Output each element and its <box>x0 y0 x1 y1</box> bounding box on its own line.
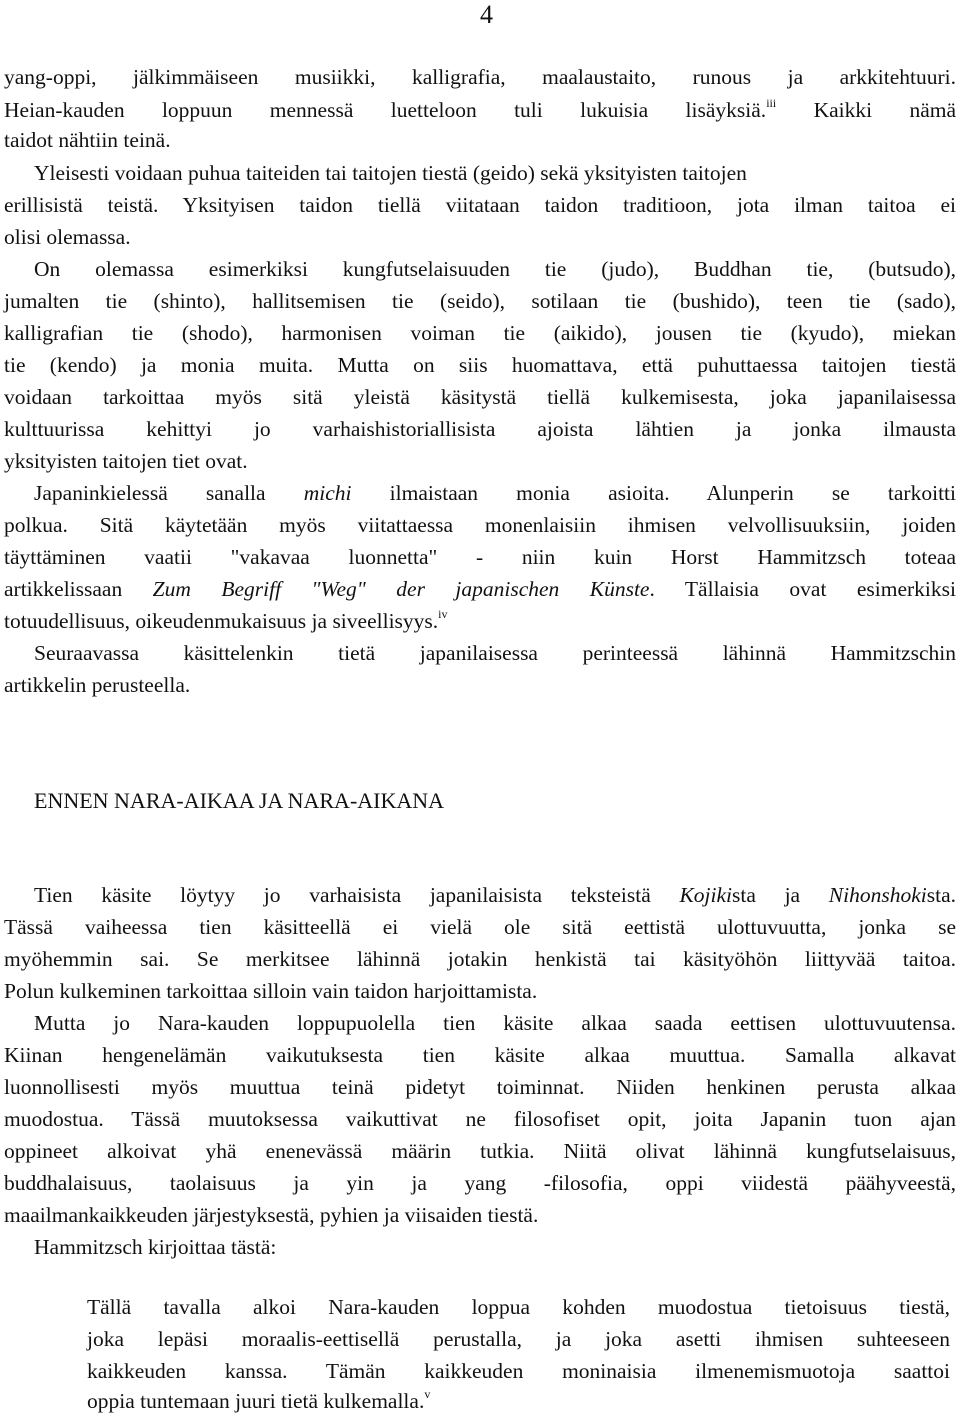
text-line: oppineet alkoivat yhä enenevässä määrin tutkia. Niitä olivat lähinnä kungfutselaisuus, <box>4 1139 956 1163</box>
text-span: oppia tuntemaan juuri tietä kulkemalla. <box>87 1389 425 1413</box>
italic-term: Nihonshoki <box>828 883 927 907</box>
quote-line: kaikkeuden kanssa. Tämän kaikkeuden moninaisia ilmenemismuotoja saattoi <box>87 1359 950 1383</box>
text-span: sta. <box>926 883 957 907</box>
page-number: 4 <box>480 0 493 29</box>
text-line: tie (kendo) ja monia muita. Mutta on siis huomattava, että puhuttaessa taitojen tiestä <box>4 353 956 377</box>
text-line: Polun kulkeminen tarkoittaa silloin vain taidon harjoittamista. <box>4 979 538 1003</box>
footnote-marker: iii <box>766 96 777 110</box>
text-line: jumalten tie (shinto), hallitsemisen tie (seido), sotilaan tie (bushido), teen tie (sado), <box>4 289 956 313</box>
text-line: täyttäminen vaatii "vakavaa luonnetta" - niin kuin Horst Hammitzsch toteaa <box>4 545 956 569</box>
text-line: kalligrafian tie (shodo), harmonisen voiman tie (aikido), jousen tie (kyudo), miekan <box>4 321 956 345</box>
footnote-marker: iv <box>438 607 448 621</box>
quote-line <box>87 1386 950 1416</box>
quote-line: joka lepäsi moraalis-eettisellä perustalla, ja joka asetti ihmisen suhteeseen <box>87 1327 950 1351</box>
text-line: voidaan tarkoittaa myös sitä yleistä käsitystä tiellä kulkemisesta, joka japanilaisessa <box>4 385 956 409</box>
text-line <box>4 574 956 604</box>
text-line: Seuraavassa käsittelenkin tietä japanilaisessa perinteessä lähinnä Hammitzschin <box>34 641 956 665</box>
text-line: yksityisten taitojen tiet ovat. <box>4 449 248 473</box>
italic-term: michi <box>303 481 352 505</box>
footnote-marker: v <box>424 1387 431 1401</box>
text-span: totuudellisuus, oikeudenmukaisuus ja siveellisyys. <box>4 609 439 633</box>
text-line: polkua. Sitä käytetään myös viitattaessa monenlaisiin ihmisen velvollisuuksiin, joiden <box>4 513 956 537</box>
text-line: taidot nähtiin teinä. <box>4 128 171 152</box>
text-span: Kaikki nämä <box>776 98 957 122</box>
text-span: . Tällaisia ovat esimerkiksi <box>649 577 957 601</box>
text-line: On olemassa esimerkiksi kungfutselaisuuden tie (judo), Buddhan tie, (butsudo), <box>34 257 956 281</box>
text-line: muodostua. Tässä muutoksessa vaikuttivat ne filosofiset opit, joita Japanin tuon ajan <box>4 1107 956 1131</box>
text-line: Kiinan hengenelämän vaikutuksesta tien käsite alkaa muuttua. Samalla alkavat <box>4 1043 956 1067</box>
italic-title: Zum Begriff "Weg" der japanischen Künste <box>152 577 650 601</box>
text-line <box>4 95 956 125</box>
text-line <box>4 478 956 508</box>
text-span: ilmaistaan monia asioita. Alunperin se tarkoitti <box>351 481 956 505</box>
text-line: Hammitzsch kirjoittaa tästä: <box>34 1235 277 1259</box>
text-line: kulttuurissa kehittyi jo varhaishistoriallisista ajoista lähtien ja jonka ilmausta <box>4 417 956 441</box>
section-heading: ENNEN NARA-AIKAA JA NARA-AIKANA <box>34 788 445 813</box>
text-line: yang-oppi, jälkimmäiseen musiikki, kalligrafia, maalaustaito, runous ja arkkitehtuuri. <box>4 65 956 89</box>
text-line: artikkelin perusteella. <box>4 673 191 697</box>
text-line <box>4 606 956 636</box>
text-line: luonnollisesti myös muuttua teinä pidetyt toiminnat. Niiden henkinen perusta alkaa <box>4 1075 956 1099</box>
text-line: Mutta jo Nara-kauden loppupuolella tien käsite alkaa saada eettisen ulottuvuutensa. <box>34 1011 956 1035</box>
text-line: buddhalaisuus, taolaisuus ja yin ja yang -filosofia, oppi viidestä päähyveestä, <box>4 1171 956 1195</box>
text-span: Tien käsite löytyy jo varhaisista japanilaisista teksteistä <box>34 883 680 907</box>
text-line: myöhemmin sai. Se merkitsee lähinnä jotakin henkistä tai käsityöhön liittyvää taitoa. <box>4 947 956 971</box>
text-line <box>4 880 956 910</box>
text-span: Heian-kauden loppuun mennessä luetteloon tuli lukuisia lisäyksiä. <box>4 98 767 122</box>
text-line: maailmankaikkeuden järjestyksestä, pyhien ja viisaiden tiestä. <box>4 1203 539 1227</box>
italic-term: Kojiki <box>679 883 733 907</box>
text-span: sta ja <box>732 883 829 907</box>
quote-line: Tällä tavalla alkoi Nara-kauden loppua kohden muodostua tietoisuus tiestä, <box>87 1295 950 1319</box>
text-line: erillisistä teistä. Yksityisen taidon tiellä viitataan taidon traditioon, jota ilman taitoa ei <box>4 193 956 217</box>
text-span: Japaninkielessä sanalla <box>34 481 304 505</box>
text-line: Yleisesti voidaan puhua taiteiden tai taitojen tiestä (geido) sekä yksityisten taitojen <box>34 161 747 185</box>
text-span: artikkelissaan <box>4 577 153 601</box>
text-line: Tässä vaiheessa tien käsitteellä ei vielä ole sitä eettistä ulottuvuutta, jonka se <box>4 915 956 939</box>
text-line: olisi olemassa. <box>4 225 131 249</box>
